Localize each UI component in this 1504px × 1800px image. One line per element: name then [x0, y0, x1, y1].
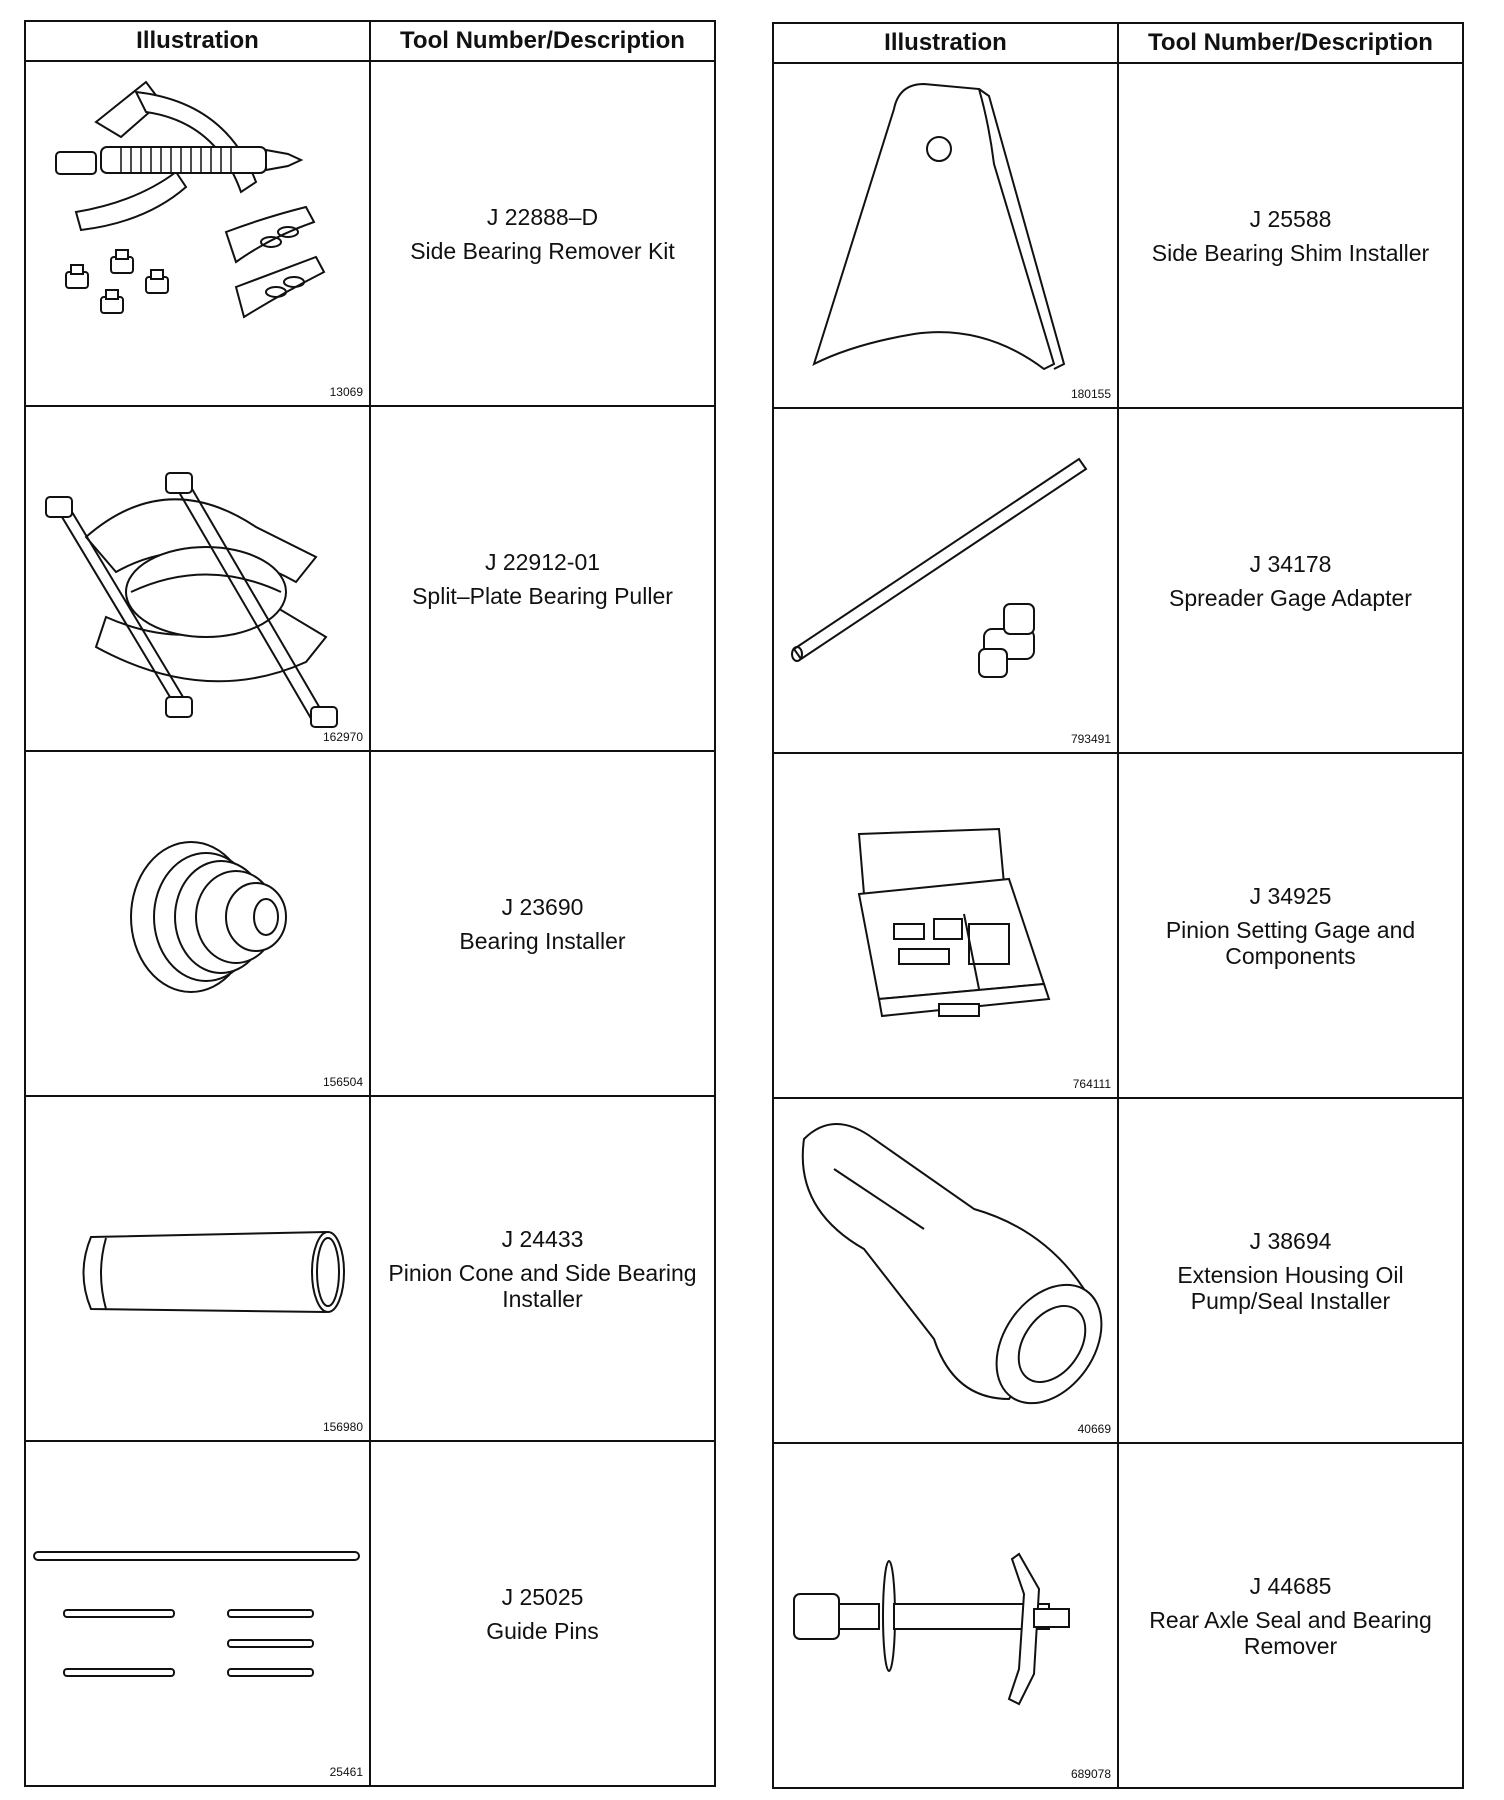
tool-description-cell	[1118, 1443, 1463, 1788]
tool-description: Pinion Cone and Side Bearing Installer	[388, 1259, 697, 1312]
tool-row	[773, 63, 1463, 408]
figure-number: 162970	[322, 730, 363, 744]
tool-number: J 25588	[1249, 205, 1332, 232]
illustration-cell	[25, 751, 370, 1096]
tool-description-cell	[1118, 63, 1463, 408]
figure-number: 25461	[329, 1765, 363, 1779]
tool-number: J 22912-01	[484, 548, 601, 575]
split-plate-puller-icon	[26, 407, 371, 750]
header-row	[25, 21, 715, 61]
illustration-cell	[773, 1443, 1118, 1788]
illustration-cell	[773, 63, 1118, 408]
tool-number: J 23690	[501, 893, 584, 920]
illustration-cell	[25, 1096, 370, 1441]
figure-number: 689078	[1070, 1767, 1111, 1781]
spreader-gage-adapter-icon	[774, 409, 1119, 752]
illustration-cell	[773, 408, 1118, 753]
tool-description: Split–Plate Bearing Puller	[412, 582, 673, 609]
figure-number: 764111	[1072, 1077, 1111, 1091]
seal-installer-icon	[774, 1099, 1119, 1442]
tool-number: J 38694	[1249, 1227, 1332, 1254]
tool-number: J 34925	[1249, 882, 1332, 909]
tool-description-cell	[1118, 408, 1463, 753]
tool-description: Side Bearing Shim Installer	[1151, 239, 1430, 266]
bearing-installer-icon	[26, 752, 371, 1095]
left-tools-table	[24, 20, 716, 1787]
tool-description-cell	[370, 1441, 715, 1786]
shim-installer-icon	[774, 64, 1119, 407]
figure-number: 156980	[322, 1420, 363, 1434]
tool-number: J 24433	[501, 1225, 584, 1252]
tool-number: J 44685	[1249, 1572, 1332, 1599]
tool-row	[773, 753, 1463, 1098]
tool-description: Guide Pins	[486, 1617, 599, 1644]
tool-number: J 34178	[1249, 550, 1332, 577]
tool-description-cell	[370, 1096, 715, 1441]
tool-row	[25, 406, 715, 751]
figure-number: 156504	[322, 1075, 363, 1089]
tool-description-cell	[370, 406, 715, 751]
pinion-setting-gage-case-icon	[774, 754, 1119, 1097]
figure-number: 40669	[1077, 1422, 1111, 1436]
illustration-cell	[773, 1098, 1118, 1443]
tool-description-cell	[370, 751, 715, 1096]
tool-row	[25, 1441, 715, 1786]
guide-pins-icon	[26, 1442, 371, 1785]
tool-number: J 22888–D	[486, 203, 599, 230]
figure-number: 793491	[1070, 732, 1111, 746]
tool-description-cell	[370, 61, 715, 406]
tool-row	[773, 1098, 1463, 1443]
tool-description: Extension Housing Oil Pump/Seal Installer	[1177, 1261, 1404, 1314]
tool-description-cell	[1118, 1098, 1463, 1443]
illustration-cell	[773, 753, 1118, 1098]
tool-description: Rear Axle Seal and Bearing Remover	[1149, 1606, 1432, 1659]
tool-header: Tool Number/Description	[1118, 23, 1463, 63]
figure-number: 180155	[1070, 387, 1111, 401]
tool-description-cell	[1118, 753, 1463, 1098]
illustration-cell	[25, 61, 370, 406]
bearing-remover-kit-icon	[26, 62, 371, 405]
pinion-cone-installer-icon	[26, 1097, 371, 1440]
tool-row	[25, 1096, 715, 1441]
tool-description: Bearing Installer	[459, 927, 626, 954]
right-tools-table	[772, 22, 1464, 1789]
tool-number: J 25025	[501, 1583, 584, 1610]
axle-seal-remover-icon	[774, 1444, 1119, 1787]
header-row	[773, 23, 1463, 63]
tool-row	[773, 408, 1463, 753]
tool-description: Side Bearing Remover Kit	[410, 237, 675, 264]
tool-description: Pinion Setting Gage and Components	[1165, 916, 1416, 969]
tool-row	[773, 1443, 1463, 1788]
illustration-cell	[25, 406, 370, 751]
illustration-cell	[25, 1441, 370, 1786]
illustration-header: Illustration	[25, 21, 370, 61]
figure-number: 13069	[329, 385, 363, 399]
tool-description: Spreader Gage Adapter	[1169, 584, 1412, 611]
illustration-header: Illustration	[773, 23, 1118, 63]
tool-row	[25, 61, 715, 406]
tool-row	[25, 751, 715, 1096]
tool-header: Tool Number/Description	[370, 21, 715, 61]
